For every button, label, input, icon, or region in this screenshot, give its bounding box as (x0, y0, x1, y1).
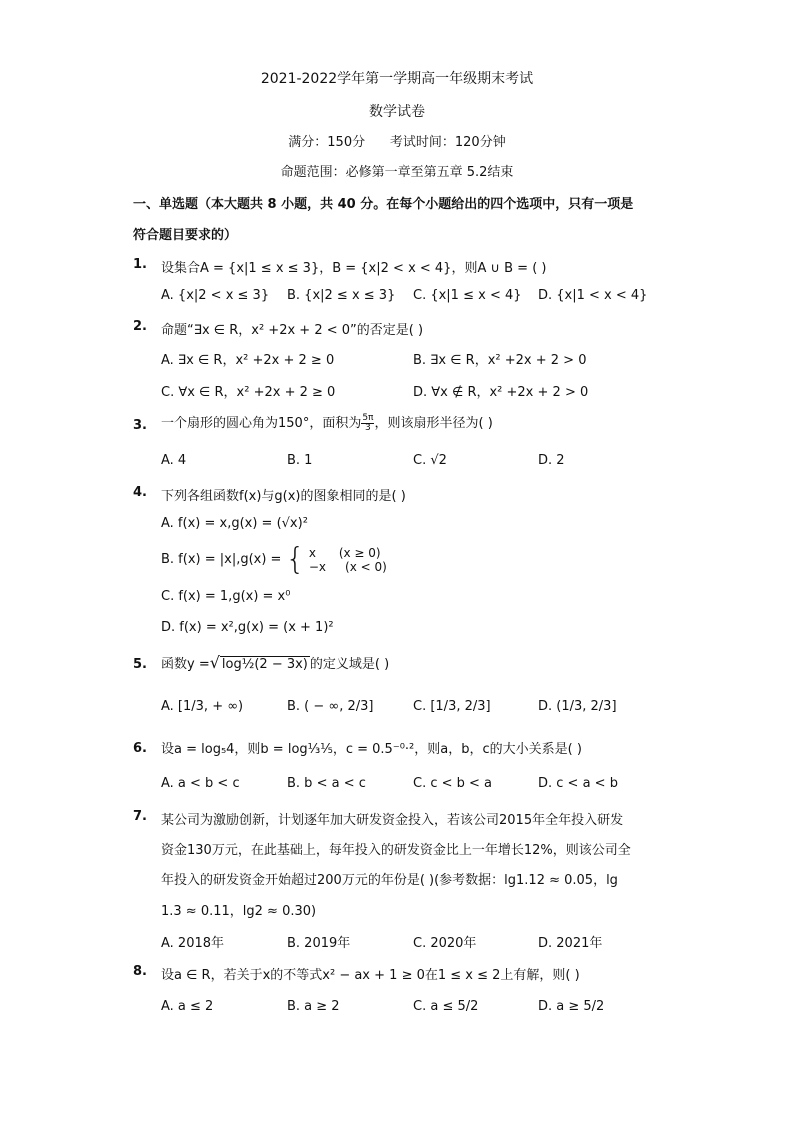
option-d: D. 2 (538, 453, 565, 468)
option-b (161, 542, 387, 577)
question-stem: 设a = log₅4，则b = log⅓⅕，c = 0.5⁻⁰·²，则a，b，c的大小关系是( ) (161, 742, 582, 757)
question-stem (161, 412, 493, 433)
score-time: 满分：150分 考试时间：120分钟 (288, 135, 506, 150)
area-fraction (361, 414, 374, 433)
option-c: C. c < b < a (413, 776, 493, 791)
question-number: 5. (133, 657, 147, 672)
stem-part-b: 的定义域是( ) (309, 657, 390, 672)
option-c: C. a ≤ 5/2 (413, 999, 479, 1014)
question-stem-line4: 1.3 ≈ 0.11，lg2 ≈ 0.30) (161, 904, 317, 919)
option-d: D. c < a < b (538, 776, 618, 791)
exam-title: 2021-2022学年第一学期高一年级期末考试 (260, 71, 534, 87)
case-2: −x (x < 0) (308, 559, 387, 574)
option-d: D. ∀x ∉ R，x² +2x + 2 > 0 (413, 385, 589, 400)
option-b: B. {x|2 ≤ x ≤ 3} (287, 288, 396, 303)
option-d: D. a ≥ 5/2 (538, 999, 605, 1014)
question-number: 7. (133, 809, 147, 824)
option-c: C. √2 (413, 453, 447, 468)
question-number: 4. (133, 485, 147, 500)
stem-part-a: 函数y = (161, 657, 210, 672)
option-a: A. ∃x ∈ R，x² +2x + 2 ≥ 0 (161, 353, 335, 368)
option-b: B. a ≥ 2 (287, 999, 340, 1014)
option-d: D. f(x) = x²,g(x) = (x + 1)² (161, 620, 334, 635)
fraction-denominator: 3 (365, 423, 371, 433)
question-number: 6. (133, 741, 147, 756)
option-a: A. 2018年 (161, 936, 225, 951)
question-stem-line3: 年投入的研发资金开始超过200万元的年份是( )(参考数据：lg1.12 ≈ 0.05，lg (161, 873, 618, 888)
option-d: D. {x|1 < x < 4} (538, 288, 648, 303)
question-number: 3. (133, 418, 147, 433)
option-d: D. (1/3, 2/3] (538, 699, 617, 714)
option-a: A. [1/3, + ∞) (161, 699, 244, 714)
option-c: C. [1/3, 2/3] (413, 699, 491, 714)
option-b: B. 2019年 (287, 936, 351, 951)
section-heading-line2: 符合题目要求的） (133, 228, 238, 243)
option-c: C. f(x) = 1,g(x) = x⁰ (161, 589, 291, 604)
piecewise-cases (309, 546, 387, 574)
question-number: 8. (133, 964, 147, 979)
option-b: B. b < a < c (287, 776, 366, 791)
exam-scope: 命题范围：必修第一章至第五章 5.2结束 (280, 165, 514, 180)
stem-part-a: 一个扇形的圆心角为150°，面积为 (161, 416, 362, 431)
fraction-numerator: 5π (362, 413, 374, 423)
radicand: log½(2 − 3x) (221, 657, 308, 672)
question-number: 2. (133, 319, 147, 334)
question-number: 1. (133, 257, 147, 272)
option-a: A. a ≤ 2 (161, 999, 214, 1014)
question-stem-line2: 资金130万元，在此基础上，每年投入的研发资金比上一年增长12%，则该公司全 (161, 843, 631, 858)
question-stem: 下列各组函数f(x)与g(x)的图象相同的是( ) (161, 489, 406, 504)
question-stem-line1: 某公司为激励创新，计划逐年加大研发资金投入，若该公司2015年全年投入研发 (161, 813, 624, 828)
option-a: A. f(x) = x,g(x) = (√x)² (161, 516, 308, 531)
option-b-label: B. f(x) = |x|,g(x) = (161, 552, 282, 567)
stem-part-b: ，则该扇形半径为( ) (374, 416, 493, 431)
sqrt-icon: √ (209, 653, 220, 672)
option-a: A. a < b < c (161, 776, 240, 791)
option-b: B. 1 (287, 453, 313, 468)
section-heading-line1: 一、单选题（本大题共 8 小题，共 40 分。在每个小题给出的四个选项中，只有一项是 (133, 197, 634, 212)
exam-subject: 数学试卷 (369, 104, 425, 120)
case-1: x (x ≥ 0) (308, 545, 381, 560)
option-a: A. 4 (161, 453, 187, 468)
option-c: C. {x|1 ≤ x < 4} (413, 288, 522, 303)
option-c: C. 2020年 (413, 936, 477, 951)
option-c: C. ∀x ∈ R，x² +2x + 2 ≥ 0 (161, 385, 336, 400)
option-a: A. {x|2 < x ≤ 3} (161, 288, 270, 303)
brace-glyph: { (285, 542, 305, 577)
question-stem (161, 653, 389, 672)
question-stem: 设a ∈ R，若关于x的不等式x² − ax + 1 ≥ 0在1 ≤ x ≤ 2上有解，则( ) (161, 968, 580, 983)
question-stem: 设集合A = {x|1 ≤ x ≤ 3}，B = {x|2 < x < 4}，则A ∪ B = ( ) (161, 261, 547, 276)
option-d: D. 2021年 (538, 936, 603, 951)
question-stem: 命题“∃x ∈ R，x² +2x + 2 < 0”的否定是( ) (161, 323, 424, 338)
option-b: B. ( − ∞, 2/3] (287, 699, 374, 714)
option-b: B. ∃x ∈ R，x² +2x + 2 > 0 (413, 353, 587, 368)
